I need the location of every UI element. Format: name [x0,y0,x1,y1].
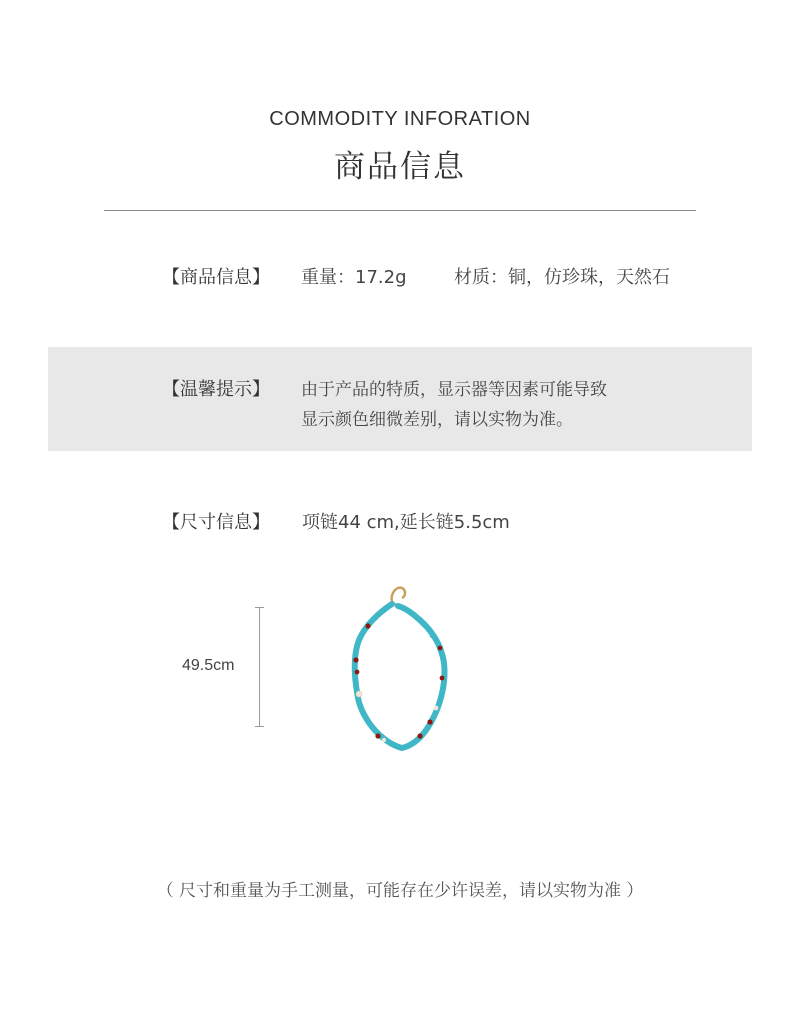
pearl-bead [434,706,439,711]
tip-line-1: 由于产品的特质，显示器等因素可能导致 [301,380,607,400]
tip-label: 【温馨提示】 [162,379,270,400]
title-english: COMMODITY INFORATION [269,108,531,130]
footer-note: （ 尺寸和重量为手工测量，可能存在少许误差，请以实物为准 ） [156,881,644,901]
dimension-tick-bottom [255,726,264,727]
necklace-image [340,580,460,760]
info-label: 【商品信息】 [162,267,270,288]
red-bead [417,733,422,738]
dimension-tick-top [255,607,264,608]
red-bead [353,657,358,662]
red-bead [375,733,380,738]
pearl-bead [382,738,386,742]
size-label: 【尺寸信息】 [162,512,270,533]
red-bead [427,719,432,724]
red-bead [440,676,445,681]
clasp-hook [392,588,405,602]
tip-line-2: 显示颜色细微差别，请以实物为准。 [301,410,573,430]
dimension-label: 49.5cm [182,657,235,674]
red-bead [438,646,443,651]
size-value: 项链44 cm,延长链5.5cm [302,512,510,533]
red-bead [365,623,370,628]
weight-value: 重量：17.2g [301,267,407,288]
title-chinese: 商品信息 [334,149,466,185]
pearl-bead [356,691,362,697]
red-bead [355,670,360,675]
material-value: 材质：铜，仿珍珠，天然石 [454,267,670,288]
dimension-line [259,607,260,727]
blue-bead [430,634,434,638]
divider [104,210,696,211]
